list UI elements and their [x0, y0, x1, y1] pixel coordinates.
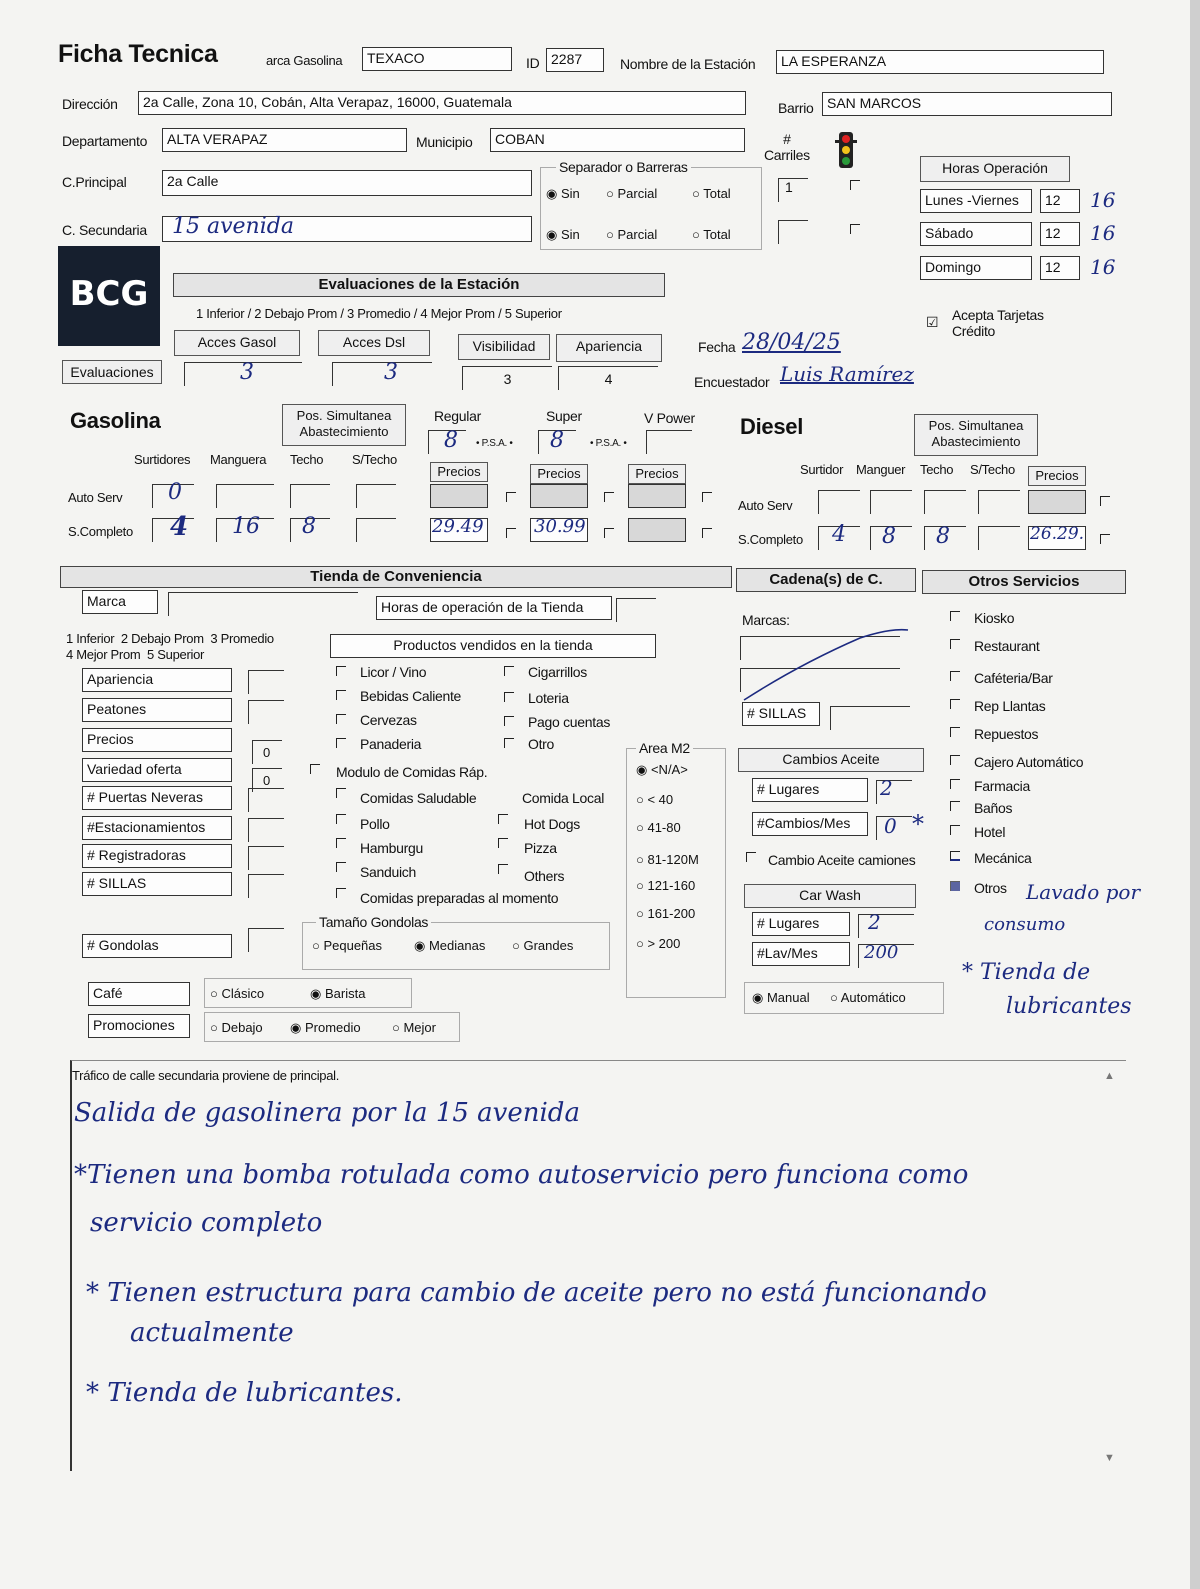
producto-check[interactable] [336, 690, 346, 700]
evaluaciones-button[interactable]: Evaluaciones [62, 360, 162, 384]
producto-check[interactable] [504, 738, 514, 748]
comidas-preparadas-label: Comidas preparadas al momento [360, 890, 559, 906]
gas-auto-regular-price[interactable] [430, 484, 488, 508]
diesel-precios-header: Precios [1028, 466, 1086, 486]
sabado-label: Sábado [920, 222, 1032, 246]
car-wash-button[interactable]: Car Wash [744, 884, 916, 908]
psa-label-1: • P.S.A. • [476, 438, 513, 449]
diesel-surtidor-header: Surtidor [800, 462, 844, 477]
lunes-viernes-field[interactable]: 12 [1040, 189, 1080, 213]
otros-label: Cajero Automático [974, 754, 1084, 770]
precios-super-header: Precios [530, 464, 588, 484]
otros-check[interactable] [950, 611, 960, 621]
precios-rating-field[interactable]: 0 [252, 740, 282, 764]
area-option[interactable] [636, 852, 699, 867]
otros-check[interactable] [950, 825, 960, 835]
fecha-label: Fecha [698, 339, 736, 355]
regular-label: Regular [434, 408, 481, 424]
comidas-saludable-check[interactable] [336, 788, 346, 798]
otros-label: Mecánica [974, 850, 1032, 866]
diesel-sc-techo-value: 8 [936, 524, 950, 549]
sanduich-label: Sanduich [360, 864, 416, 880]
producto-label: Pago cuentas [528, 714, 611, 730]
separador2-total[interactable]: ○ Total [692, 227, 731, 242]
producto-check[interactable] [504, 716, 514, 726]
super-label: Super [546, 408, 582, 424]
area-option[interactable] [636, 906, 695, 921]
diesel-title: Diesel [740, 414, 804, 439]
municipio-label: Municipio [416, 134, 473, 150]
otros-label: Hotel [974, 824, 1006, 840]
diesel-sc-price-value: 26.29. [1030, 524, 1085, 544]
surtidores-header: Surtidores [134, 452, 191, 467]
separador2-parcial[interactable]: ○ Parcial [606, 227, 658, 242]
separador-label: Separador o Barreras [556, 159, 691, 175]
pequenas-radio[interactable]: ○ Pequeñas [312, 938, 383, 953]
notes-line-5: actualmente [130, 1318, 294, 1348]
gas-sc-techo-value: 8 [302, 514, 316, 539]
automatico-radio[interactable]: ○ Automático [830, 990, 906, 1005]
lav-mes-value: 200 [864, 942, 899, 963]
carriles-field-1[interactable]: 1 [778, 178, 808, 202]
traffic-light-icon [835, 132, 857, 170]
gas-auto-mang[interactable] [216, 484, 274, 508]
gas-sc-regular-price-value: 29.49 [432, 516, 484, 537]
cprincipal-label: C.Principal [62, 174, 127, 190]
producto-check[interactable] [336, 738, 346, 748]
comidas-preparadas-check[interactable] [336, 888, 346, 898]
tienda-row-field[interactable] [248, 818, 284, 842]
acces-gasol-value: 3 [240, 360, 254, 385]
barrio-field[interactable]: SAN MARCOS [822, 92, 1112, 116]
radio-dot-icon: ◉ [636, 762, 651, 777]
variedad-rating-field[interactable]: 0 [252, 768, 282, 792]
grandes-radio[interactable]: ○ Grandes [512, 938, 574, 953]
tarjetas-label: Acepta Tarjetas Crédito [952, 307, 1044, 339]
visibilidad-button[interactable]: Visibilidad [458, 334, 550, 360]
radio-dot-icon: ○ [636, 878, 648, 893]
gas-auto-super-price[interactable] [530, 484, 588, 508]
tienda-row-label: Peatones [82, 698, 232, 722]
gas-sc-super-check[interactable] [604, 528, 614, 538]
stecho-header: S/Techo [352, 452, 397, 467]
tienda-row-field[interactable] [248, 670, 284, 694]
station-label: Nombre de la Estación [620, 56, 756, 72]
diesel-scompleto-label: S.Completo [738, 532, 803, 547]
otros-hw-3: * Tienda de [962, 960, 1091, 985]
cadena-sillas-label: # SILLAS [742, 702, 820, 726]
tienda-row-field[interactable] [248, 874, 284, 898]
apariencia-field[interactable]: 4 [558, 366, 658, 390]
pollo-check[interactable] [336, 814, 346, 824]
apariencia-button[interactable]: Apariencia [556, 334, 662, 362]
tienda-row-label: Apariencia [82, 668, 232, 692]
precios-vpower-header: Precios [628, 464, 686, 484]
medianas-radio[interactable]: ◉ Medianas [414, 938, 486, 953]
station-field[interactable]: LA ESPERANZA [776, 50, 1104, 74]
diesel-auto-stecho[interactable] [978, 490, 1020, 514]
marcas-label: Marcas: [742, 612, 790, 628]
acces-dsl-value: 3 [384, 360, 398, 385]
gas-auto-vpower-price[interactable] [628, 484, 686, 508]
municipio-field[interactable]: COBAN [490, 128, 745, 152]
diesel-sc-surt-value: 4 [832, 522, 846, 547]
tienda-scale: 1 Inferior 2 Debajo Prom 3 Promedio 4 Mejor Prom 5 Superior [66, 631, 274, 662]
producto-label: Cervezas [360, 712, 417, 728]
diesel-techo-header: Techo [920, 462, 954, 477]
comidas-saludable-label: Comidas Saludable [360, 790, 477, 806]
otros-check[interactable] [950, 727, 960, 737]
tienda-row-label: # SILLAS [82, 872, 232, 896]
sabado-field[interactable]: 12 [1040, 222, 1080, 246]
domingo-field[interactable]: 12 [1040, 256, 1080, 280]
gas-sc-super-price-value: 30.99 [534, 516, 586, 537]
area-option-label: > 200 [647, 936, 681, 951]
notes-line-4: * Tienen estructura para cambio de aceite pero no está funcionando [86, 1278, 987, 1308]
area-option-label: 41-80 [647, 820, 681, 835]
techo-header: Techo [290, 452, 324, 467]
carriles-field-2[interactable] [778, 220, 808, 244]
diesel-auto-check[interactable] [1100, 496, 1110, 506]
otros-label: Caféteria/Bar [974, 670, 1053, 686]
otros-check[interactable] [950, 671, 960, 681]
gas-sc-vpower-check[interactable] [702, 528, 712, 538]
page-title: Ficha Tecnica [58, 40, 218, 68]
depto-field[interactable]: ALTA VERAPAZ [162, 128, 407, 152]
area-option[interactable] [636, 762, 688, 778]
radio-dot-icon: ○ [636, 792, 648, 807]
diesel-sc-stecho[interactable] [978, 526, 1020, 550]
otros-check[interactable] [950, 755, 960, 765]
gas-scompleto-label: S.Completo [68, 524, 133, 539]
otros-check[interactable] [950, 639, 960, 649]
domingo-label: Domingo [920, 256, 1032, 280]
otros-label: Farmacia [974, 778, 1030, 794]
id-label: ID [526, 55, 540, 71]
area-option-label: 161-200 [647, 906, 696, 921]
lunes-viernes-hw: 16 [1090, 188, 1116, 212]
horas-operacion-button[interactable]: Horas Operación [920, 156, 1070, 182]
area-option-label: 121-160 [647, 878, 696, 893]
bcg-logo-text: BCG [69, 274, 149, 314]
otros-hw-4: lubricantes [1006, 994, 1132, 1019]
scroll-up-icon[interactable]: ▲ [1104, 1070, 1115, 1082]
clasico-radio[interactable]: ○ Clásico [210, 986, 265, 1001]
diesel-auto-techo[interactable] [924, 490, 966, 514]
cadena-header: Cadena(s) de C. [736, 568, 916, 592]
super-psa-value: 8 [550, 428, 564, 453]
notes-typed: Tráfico de calle secundaria proviene de principal. [72, 1068, 340, 1083]
others-label: Others [524, 868, 565, 884]
csecundaria-handwriting: 15 avenida [172, 214, 294, 239]
hamburgu-label: Hamburgu [360, 840, 423, 856]
gas-auto-techo[interactable] [290, 484, 330, 508]
lunes-viernes-label: Lunes -Viernes [920, 189, 1032, 213]
evaluaciones-scale: 1 Inferior / 2 Debajo Prom / 3 Promedio / 4 Mejor Prom / 5 Superior [196, 306, 562, 321]
producto-check[interactable] [336, 666, 346, 676]
area-option-label: 81-120M [647, 852, 699, 867]
horas-tienda-label: Horas de operación de la Tienda [376, 596, 612, 620]
manual-radio[interactable]: ◉ Manual [752, 990, 810, 1005]
radio-dot-icon: ○ [636, 936, 648, 951]
carriles-checkbox-1[interactable] [850, 180, 860, 190]
gas-sc-mang-value: 16 [232, 514, 260, 539]
otros-check[interactable] [950, 851, 960, 861]
address-field[interactable]: 2a Calle, Zona 10, Cobán, Alta Verapaz, 16000, Guatemala [138, 91, 746, 115]
cafe-label: Café [88, 982, 190, 1006]
psa-label-2: • P.S.A. • [590, 438, 627, 449]
otros-hw-2: consumo [984, 914, 1066, 935]
cambios-aceite-button[interactable]: Cambios Aceite [738, 748, 924, 772]
acces-dsl-field[interactable] [332, 362, 432, 386]
separador1-total[interactable]: ○ Total [692, 186, 731, 201]
cw-lugares-field[interactable] [858, 914, 914, 938]
precios-regular-header: Precios [430, 462, 488, 482]
pizza-check[interactable] [498, 838, 508, 848]
modulo-check[interactable] [310, 764, 320, 774]
tienda-row-label: #Estacionamientos [82, 816, 232, 840]
notes-line-3: servicio completo [90, 1208, 323, 1238]
hot-dogs-label: Hot Dogs [524, 816, 580, 832]
gas-auto-serv-label: Auto Serv [68, 490, 123, 505]
otros-check[interactable] [950, 779, 960, 789]
producto-check[interactable] [504, 666, 514, 676]
radio-dot-icon: ○ [636, 906, 648, 921]
gas-auto-super-check[interactable] [604, 492, 614, 502]
carriles-checkbox-2[interactable] [850, 224, 860, 234]
radio-dot-icon: ○ [636, 820, 648, 835]
area-option[interactable] [636, 820, 681, 835]
vpower-label: V Power [644, 410, 695, 426]
sabado-hw: 16 [1090, 221, 1116, 245]
vpower-psa-field[interactable] [646, 430, 692, 454]
marca-label: Marca [82, 590, 158, 614]
diesel-auto-serv-label: Auto Serv [738, 498, 793, 513]
cambios-mes-label: #Cambios/Mes [752, 812, 868, 836]
csecundaria-label: C. Secundaria [62, 222, 147, 238]
marcas-strike-mark [740, 624, 910, 704]
cadena-sillas-field[interactable] [830, 706, 910, 730]
otros-label: Rep Llantas [974, 698, 1046, 714]
camiones-label: Cambio Aceite camiones [768, 852, 916, 868]
encuestador-label: Encuestador [694, 374, 770, 390]
gas-auto-stecho[interactable] [356, 484, 396, 508]
area-option[interactable] [636, 936, 680, 951]
gondolas-field[interactable] [248, 928, 284, 952]
pollo-label: Pollo [360, 816, 390, 832]
producto-label: Cigarrillos [528, 664, 587, 680]
notes-line-2: *Tienen una bomba rotulada como autoservicio pero funciona como [74, 1160, 969, 1190]
otros-label: Repuestos [974, 726, 1039, 742]
domingo-hw: 16 [1090, 255, 1116, 279]
modulo-label: Modulo de Comidas Ráp. [336, 764, 488, 780]
mejor-radio[interactable]: ○ Mejor [392, 1020, 436, 1035]
regular-psa-value: 8 [444, 428, 458, 453]
radio-dot-icon: ○ [636, 852, 648, 867]
gas-auto-regular-check[interactable] [506, 492, 516, 502]
diesel-sc-mang-value: 8 [882, 524, 896, 549]
producto-check[interactable] [336, 714, 346, 724]
comida-local-label: Comida Local [522, 790, 604, 806]
cprincipal-field[interactable]: 2a Calle [162, 170, 532, 196]
otros-label: Otros [974, 880, 1007, 896]
evaluaciones-header: Evaluaciones de la Estación [173, 273, 665, 297]
diesel-auto-price[interactable] [1028, 490, 1086, 514]
otros-label: Kiosko [974, 610, 1015, 626]
producto-label: Bebidas Caliente [360, 688, 462, 704]
producto-label: Loteria [528, 690, 569, 706]
otros-check[interactable] [950, 881, 960, 891]
separador1-sin[interactable]: ◉ Sin [546, 186, 580, 201]
tienda-row-label: # Registradoras [82, 844, 232, 868]
area-m2-group [626, 748, 726, 998]
brand-field[interactable]: TEXACO [362, 47, 512, 71]
otros-label: Restaurant [974, 638, 1040, 654]
diesel-sc-check[interactable] [1100, 534, 1110, 544]
gasolina-title: Gasolina [70, 408, 161, 433]
camiones-check[interactable] [746, 852, 756, 862]
producto-label: Otro [528, 736, 555, 752]
diesel-auto-surt[interactable] [818, 490, 860, 514]
gas-sc-vpower-price[interactable] [628, 518, 686, 542]
id-field[interactable]: 2287 [546, 48, 604, 72]
gondolas-label: # Gondolas [82, 934, 232, 958]
gas-auto-vpower-check[interactable] [702, 492, 712, 502]
tienda-row-label: # Puertas Neveras [82, 786, 232, 810]
gas-auto-surt-value: 0 [168, 480, 182, 505]
diesel-auto-mang[interactable] [870, 490, 912, 514]
tarjetas-checkbox[interactable]: ☑ [926, 314, 939, 330]
producto-label: Licor / Vino [360, 664, 427, 680]
diesel-manguer-header: Manguer [856, 462, 906, 477]
cw-lugares-value: 2 [868, 910, 881, 934]
tienda-row-label: Precios [82, 728, 232, 752]
productos-title: Productos vendidos en la tienda [330, 634, 656, 658]
tienda-row-field[interactable] [248, 846, 284, 870]
hamburgu-check[interactable] [336, 838, 346, 848]
promedio-radio[interactable]: ◉ Promedio [290, 1020, 361, 1035]
lav-mes-label: #Lav/Mes [752, 942, 850, 966]
cambios-mes-asterisk: * [912, 810, 924, 838]
cw-lugares-label: # Lugares [752, 912, 850, 936]
acces-gasol-button[interactable]: Acces Gasol [174, 330, 300, 356]
brand-label: arca Gasolina [266, 53, 343, 68]
depto-label: Departamento [62, 133, 148, 149]
gas-sc-regular-check[interactable] [506, 528, 516, 538]
visibilidad-field[interactable]: 3 [462, 366, 552, 390]
address-label: Dirección [62, 96, 118, 112]
horas-tienda-field[interactable] [616, 598, 656, 622]
marca-field[interactable] [168, 592, 358, 616]
sanduich-check[interactable] [336, 862, 346, 872]
area-option-label: <N/A> [650, 762, 688, 777]
scroll-down-icon[interactable]: ▼ [1104, 1452, 1115, 1464]
area-m2-title: Area M2 [636, 740, 693, 756]
notes-line-1: Salida de gasolinera por la 15 avenida [74, 1098, 580, 1128]
cambios-mes-value: 0 [884, 814, 897, 838]
otros-hw-1: Lavado por [1026, 880, 1141, 904]
gasolina-pos-sim: Pos. Simultanea Abastecimiento [282, 404, 406, 446]
tienda-header: Tienda de Conveniencia [60, 566, 732, 588]
others-check[interactable] [498, 864, 508, 874]
manguera-header: Manguera [210, 452, 267, 467]
otros-label: Baños [974, 800, 1013, 816]
carriles-label: # Carriles [764, 131, 810, 163]
tienda-row-field[interactable] [248, 700, 284, 724]
separador2-sin[interactable]: ◉ Sin [546, 227, 580, 242]
diesel-pos-sim: Pos. Simultanea Abastecimiento [914, 414, 1038, 456]
acces-dsl-button[interactable]: Acces Dsl [318, 330, 430, 356]
tienda-row-label: Variedad oferta [82, 758, 232, 782]
right-edge-shadow [1190, 0, 1200, 1589]
area-option[interactable] [636, 878, 695, 893]
otros-check[interactable] [950, 801, 960, 811]
promociones-label: Promociones [88, 1014, 190, 1038]
producto-label: Panaderia [360, 736, 422, 752]
pizza-label: Pizza [524, 840, 557, 856]
encuestador-value[interactable]: Luis Ramírez [780, 362, 914, 386]
debajo-radio[interactable]: ○ Debajo [210, 1020, 263, 1035]
gas-sc-surt-value: 4 [170, 512, 189, 542]
fecha-value[interactable]: 28/04/25 [742, 330, 841, 355]
lugares-label: # Lugares [752, 778, 868, 802]
tam-gondolas-label: Tamaño Gondolas [316, 914, 431, 930]
separador1-parcial[interactable]: ○ Parcial [606, 186, 658, 201]
area-option-label: < 40 [647, 792, 674, 807]
otros-check[interactable] [950, 699, 960, 709]
notes-line-6: * Tienda de lubricantes. [86, 1378, 403, 1408]
barista-radio[interactable]: ◉ Barista [310, 986, 366, 1001]
hot-dogs-check[interactable] [498, 814, 508, 824]
area-option[interactable] [636, 792, 673, 807]
diesel-stecho-header: S/Techo [970, 462, 1015, 477]
otros-servicios-header: Otros Servicios [922, 570, 1126, 594]
barrio-label: Barrio [778, 100, 814, 116]
lugares-value: 2 [880, 776, 893, 800]
gas-sc-stecho[interactable] [356, 518, 396, 542]
producto-check[interactable] [504, 692, 514, 702]
